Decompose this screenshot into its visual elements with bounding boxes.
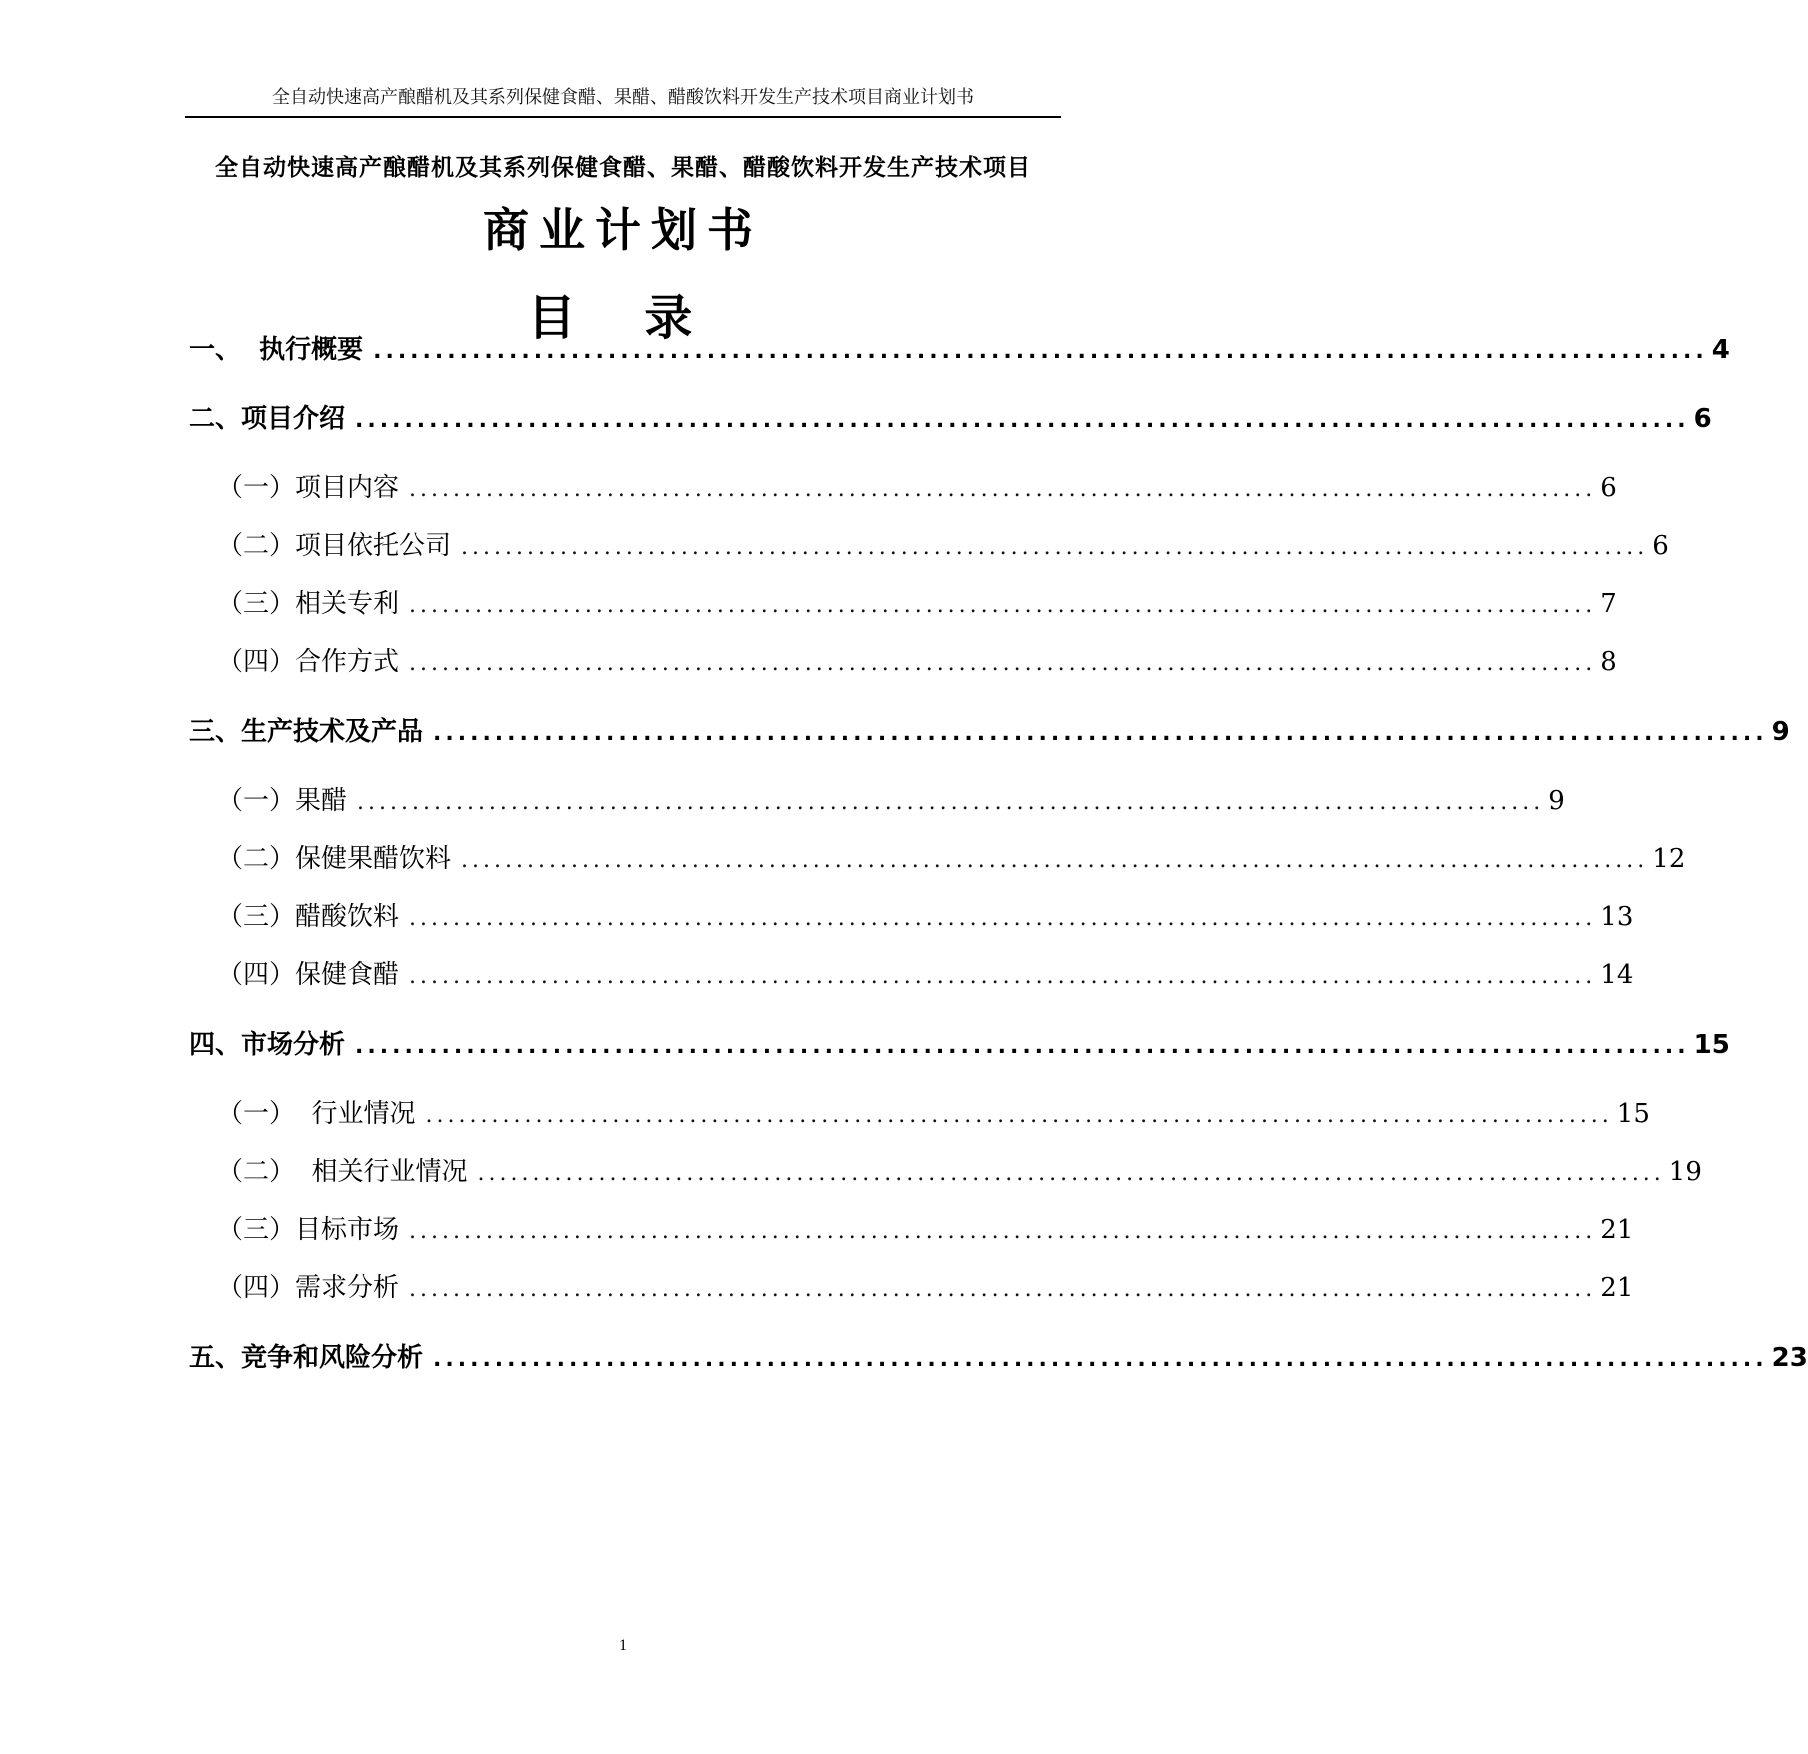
toc-page-number: 13 xyxy=(1600,902,1634,932)
toc-entry[interactable] xyxy=(189,584,1617,624)
toc-entry[interactable] xyxy=(189,781,1565,821)
toc-page-number: 21 xyxy=(1600,1273,1634,1303)
toc-dot-leader: ............................................................................................................ xyxy=(477,1161,1665,1186)
toc-entry-label: 一、 执行概要 xyxy=(189,335,364,365)
toc-entry-label: （三）相关专利 xyxy=(217,589,400,619)
toc-entry-label: 四、市场分析 xyxy=(189,1030,346,1060)
toc-entry[interactable] xyxy=(189,468,1617,508)
toc-dot-leader: ............................................................................................................ xyxy=(409,1277,1597,1302)
toc-entry-label: （二）项目依托公司 xyxy=(217,531,452,561)
toc-page-number: 7 xyxy=(1600,589,1617,619)
toc-dot-leader: ............................................................................................................ xyxy=(433,721,1768,746)
toc-entry[interactable] xyxy=(189,642,1617,682)
toc-entry-label: （一）果醋 xyxy=(217,786,348,816)
toc-heading: 目 录 xyxy=(527,290,719,346)
toc-dot-leader: ............................................................................................................ xyxy=(355,408,1690,433)
toc-entry-label: （一）项目内容 xyxy=(217,473,400,503)
toc-dot-leader: ............................................................................................................ xyxy=(409,906,1597,931)
toc-entry[interactable] xyxy=(189,1094,1650,1134)
toc-entry[interactable] xyxy=(189,897,1634,937)
toc-entry[interactable] xyxy=(189,330,1730,370)
toc-entry-label: 三、生产技术及产品 xyxy=(189,717,424,747)
toc-page-number: 15 xyxy=(1616,1099,1650,1129)
toc-entry-label: （三）目标市场 xyxy=(217,1215,400,1245)
toc-entry[interactable] xyxy=(189,1025,1730,1065)
toc-page-number: 15 xyxy=(1693,1030,1730,1060)
toc-page-number: 9 xyxy=(1548,786,1565,816)
toc-dot-leader: ............................................................................................................ xyxy=(433,1347,1768,1372)
toc-dot-leader: ............................................................................................................ xyxy=(425,1103,1613,1128)
toc-entry-label: 五、竞争和风险分析 xyxy=(189,1343,424,1373)
toc-entry[interactable] xyxy=(189,526,1669,566)
toc-entry-label: （二） 相关行业情况 xyxy=(217,1157,468,1187)
toc-dot-leader: ............................................................................................................ xyxy=(355,1034,1690,1059)
document-title: 商业计划书 xyxy=(483,203,763,257)
toc-dot-leader: ............................................................................................................ xyxy=(409,1219,1597,1244)
toc-dot-leader: ............................................................................................................ xyxy=(409,593,1597,618)
toc-page-number: 19 xyxy=(1668,1157,1702,1187)
toc-entry[interactable] xyxy=(189,1338,1808,1378)
document-subtitle: 全自动快速高产酿醋机及其系列保健食醋、果醋、醋酸饮料开发生产技术项目 xyxy=(215,155,1031,181)
toc-dot-leader: ............................................................................................................ xyxy=(409,477,1597,502)
toc-entry-label: 二、项目介绍 xyxy=(189,404,346,434)
header-rule xyxy=(185,116,1061,118)
toc-dot-leader: ............................................................................................................ xyxy=(373,339,1708,364)
toc-entry[interactable] xyxy=(189,1152,1702,1192)
toc-entry-label: （三）醋酸饮料 xyxy=(217,902,400,932)
toc-dot-leader: ............................................................................................................ xyxy=(461,535,1649,560)
toc-entry[interactable] xyxy=(189,955,1634,995)
toc-page-number: 23 xyxy=(1771,1343,1808,1373)
toc-dot-leader: ............................................................................................................ xyxy=(357,790,1545,815)
toc-page-number: 9 xyxy=(1771,717,1790,747)
page-number-footer: 1 xyxy=(619,1637,627,1654)
toc-entry-label: （二）保健果醋饮料 xyxy=(217,844,452,874)
toc-entry-label: （四）保健食醋 xyxy=(217,960,400,990)
toc-page-number: 6 xyxy=(1600,473,1617,503)
toc-entry[interactable] xyxy=(189,1268,1634,1308)
toc-page-number: 4 xyxy=(1711,335,1730,365)
running-header: 全自动快速高产酿醋机及其系列保健食醋、果醋、醋酸饮料开发生产技术项目商业计划书 xyxy=(272,87,974,108)
toc-dot-leader: ............................................................................................................ xyxy=(409,964,1597,989)
toc-entry-label: （四）合作方式 xyxy=(217,647,400,677)
toc-dot-leader: ............................................................................................................ xyxy=(409,651,1597,676)
toc-entry-label: （四）需求分析 xyxy=(217,1273,400,1303)
toc-page-number: 12 xyxy=(1652,844,1686,874)
toc-page-number: 14 xyxy=(1600,960,1634,990)
toc-dot-leader: ............................................................................................................ xyxy=(461,848,1649,873)
toc-entry[interactable] xyxy=(189,399,1712,439)
toc-page-number: 21 xyxy=(1600,1215,1634,1245)
toc-page-number: 6 xyxy=(1652,531,1669,561)
toc-entry[interactable] xyxy=(189,712,1790,752)
toc-entry[interactable] xyxy=(189,839,1686,879)
toc-entry[interactable] xyxy=(189,1210,1634,1250)
toc-page-number: 8 xyxy=(1600,647,1617,677)
toc-entry-label: （一） 行业情况 xyxy=(217,1099,416,1129)
toc-page-number: 6 xyxy=(1693,404,1712,434)
